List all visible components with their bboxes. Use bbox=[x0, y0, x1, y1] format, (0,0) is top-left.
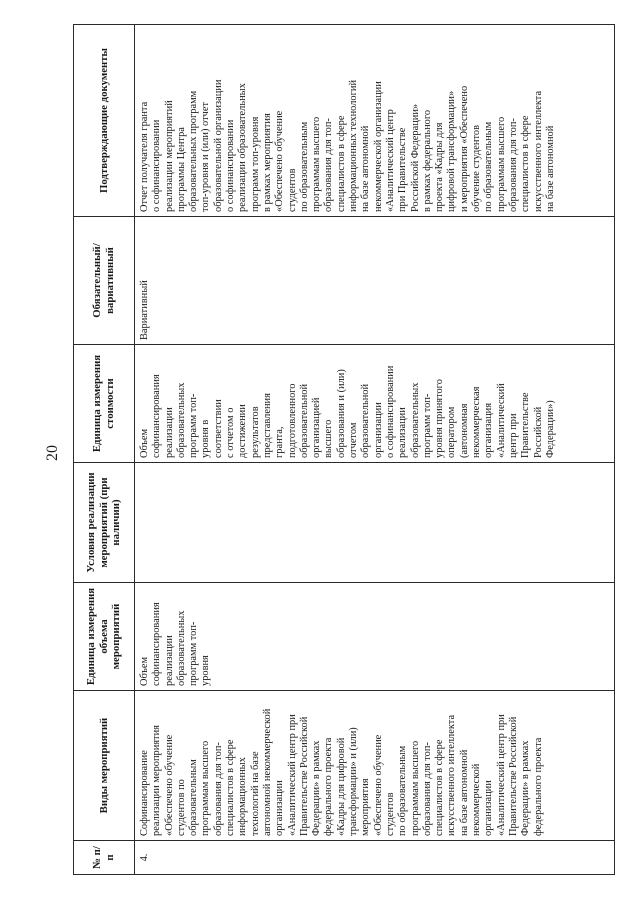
cell-documents bbox=[135, 25, 615, 217]
cell-cost-unit bbox=[135, 345, 615, 463]
table-row bbox=[135, 25, 615, 875]
header-documents: Подтверждающие документы bbox=[74, 25, 135, 217]
cell-conditions bbox=[135, 463, 615, 583]
header-type: Обязательный/ вариативный bbox=[74, 217, 135, 345]
header-activity: Виды мероприятий bbox=[74, 691, 135, 841]
volume-unit-text: Объем софинансирования реализации образовательных программ топ- уровня bbox=[139, 602, 212, 686]
row-number bbox=[135, 841, 615, 875]
cell-activity bbox=[135, 691, 615, 841]
rotated-table-wrapper bbox=[73, 25, 615, 875]
header-cost-unit: Единица измерения стоимости bbox=[74, 345, 135, 463]
page-number: 20 bbox=[44, 445, 61, 461]
activities-table bbox=[73, 24, 615, 875]
activity-text: Софинансирование реализации мероприятия «Обеспечено обучение студентов по образовательным программам высшего образования для топ- специалистов в сфере информационных технологий на базе автономной некоммерческой организации «Аналитический центр при Правительстве Российской Федерации» в рамках федерального проекта «Кадры для цифровой трансформации» и (или) мероприятия «Обеспечено обучение студентов по образовательным программам высшего образования для топ- специалистов в сфере искусственного интеллекта на базе автономной некоммерческой организации «Аналитический центр при Правительстве Российской Федерации» в рамках федерального проекта bbox=[139, 708, 544, 836]
row-number-text: 4. bbox=[139, 853, 150, 862]
header-conditions: Условия реализации мероприятий (при наличии) bbox=[74, 463, 135, 583]
cost-unit-text: Объем софинансирования реализации образовательных программ топ- уровня в соответствии с отчетом о достижении результатов представления гранта, подготовленного образовательной организацией высшего образования и (или) отчетом образовательной организации о софинансировании реализации образовательных программ топ- уровня принятого оператором (автономная некоммерческая организация «Аналитический центр при Правительстве Российской Федерации») bbox=[139, 365, 556, 458]
header-number: № п/п bbox=[74, 841, 135, 875]
table-header-row bbox=[74, 25, 135, 875]
document-sheet bbox=[73, 25, 615, 875]
documents-text: Отчет получателя гранта о софинансировании реализации мероприятий программы Центра образовательных программ топ-уровня и (или) отчет образовательной организации о софинансировании реализации образовательных программ топ-уровня в рамках мероприятия «Обеспечено обучение студентов по образовательным программам высшего образования для топ- специалистов в сфере информационных технологий на базе автономной некоммерческой организации «Аналитический центр при Правительстве Российской Федерации» в рамках федерального проекта «Кадры для цифровой трансформации» и мероприятия «Обеспечено обучение студентов по образовательным программам высшего образования для топ- специалистов в сфере искусственного интеллекта на базе автономной bbox=[139, 79, 556, 212]
header-volume-unit: Единица измерения объема мероприятий bbox=[74, 583, 135, 691]
cell-type bbox=[135, 217, 615, 345]
type-text: Вариативный bbox=[139, 280, 150, 340]
cell-volume-unit bbox=[135, 583, 615, 691]
